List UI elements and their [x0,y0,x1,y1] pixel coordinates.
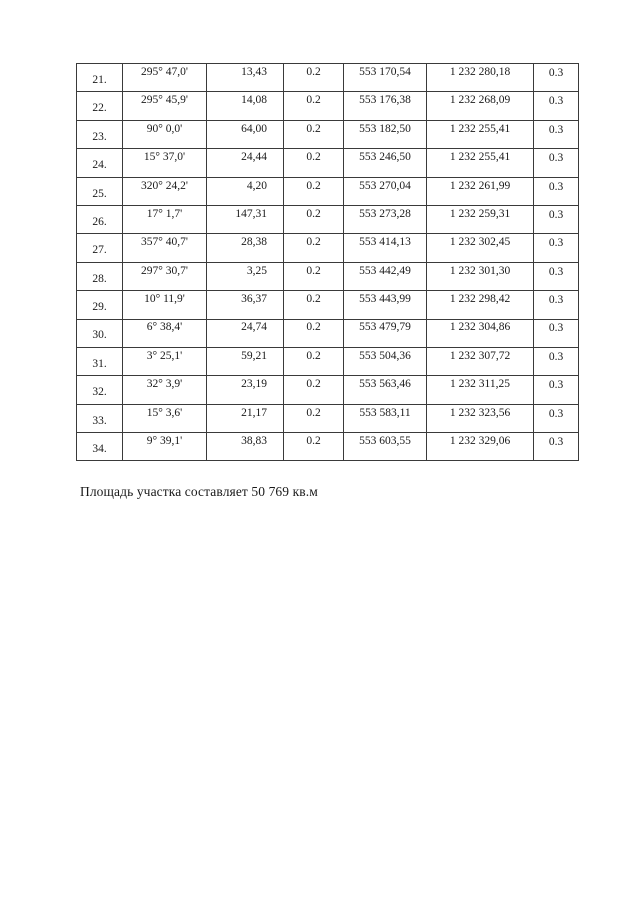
point-number-cell: 22. [77,92,123,120]
error-cell: 0.2 [284,120,344,148]
error-cell: 0.2 [284,177,344,205]
error-cell: 0.2 [284,262,344,290]
y-coordinate-cell: 1 232 323,56 [427,404,534,432]
direction-angle-cell: 90° 0,0' [123,120,207,148]
point-number-cell: 26. [77,205,123,233]
x-coordinate-cell: 553 170,54 [344,64,427,92]
point-number-cell: 31. [77,347,123,375]
direction-angle-cell: 3° 25,1' [123,347,207,375]
direction-angle-cell: 15° 3,6' [123,404,207,432]
direction-angle-cell: 9° 39,1' [123,433,207,461]
segment-length-cell: 23,19 [207,376,284,404]
point-number-cell: 29. [77,291,123,319]
error-cell: 0.2 [284,347,344,375]
direction-angle-cell: 10° 11,9' [123,291,207,319]
point-accuracy-cell: 0.3 [534,262,579,290]
segment-length-cell: 38,83 [207,433,284,461]
table-row [77,205,579,233]
y-coordinate-cell: 1 232 261,99 [427,177,534,205]
point-accuracy-cell: 0.3 [534,92,579,120]
point-accuracy-cell: 0.3 [534,205,579,233]
direction-angle-cell: 15° 37,0' [123,149,207,177]
y-coordinate-cell: 1 232 255,41 [427,149,534,177]
point-accuracy-cell: 0.3 [534,177,579,205]
table-row [77,433,579,461]
point-accuracy-cell: 0.3 [534,319,579,347]
segment-length-cell: 4,20 [207,177,284,205]
x-coordinate-cell: 553 504,36 [344,347,427,375]
x-coordinate-cell: 553 273,28 [344,205,427,233]
segment-length-cell: 3,25 [207,262,284,290]
error-cell: 0.2 [284,64,344,92]
y-coordinate-cell: 1 232 259,31 [427,205,534,233]
error-cell: 0.2 [284,404,344,432]
x-coordinate-cell: 553 583,11 [344,404,427,432]
error-cell: 0.2 [284,234,344,262]
table-row [77,404,579,432]
x-coordinate-cell: 553 176,38 [344,92,427,120]
point-accuracy-cell: 0.3 [534,347,579,375]
point-number-cell: 33. [77,404,123,432]
segment-length-cell: 24,44 [207,149,284,177]
point-accuracy-cell: 0.3 [534,120,579,148]
table-row [77,120,579,148]
x-coordinate-cell: 553 479,79 [344,319,427,347]
table-row [77,92,579,120]
error-cell: 0.2 [284,319,344,347]
direction-angle-cell: 295° 45,9' [123,92,207,120]
segment-length-cell: 59,21 [207,347,284,375]
table-row [77,64,579,92]
table-row [77,177,579,205]
error-cell: 0.2 [284,291,344,319]
point-number-cell: 24. [77,149,123,177]
direction-angle-cell: 357° 40,7' [123,234,207,262]
segment-length-cell: 28,38 [207,234,284,262]
x-coordinate-cell: 553 182,50 [344,120,427,148]
point-number-cell: 21. [77,64,123,92]
point-number-cell: 28. [77,262,123,290]
coordinates-table-body [77,64,579,461]
segment-length-cell: 14,08 [207,92,284,120]
point-accuracy-cell: 0.3 [534,433,579,461]
point-number-cell: 23. [77,120,123,148]
direction-angle-cell: 32° 3,9' [123,376,207,404]
area-summary-text: Площадь участка составляет 50 769 кв.м [80,484,318,499]
direction-angle-cell: 17° 1,7' [123,205,207,233]
table-row [77,376,579,404]
y-coordinate-cell: 1 232 268,09 [427,92,534,120]
y-coordinate-cell: 1 232 311,25 [427,376,534,404]
x-coordinate-cell: 553 246,50 [344,149,427,177]
y-coordinate-cell: 1 232 255,41 [427,120,534,148]
y-coordinate-cell: 1 232 329,06 [427,433,534,461]
x-coordinate-cell: 553 603,55 [344,433,427,461]
direction-angle-cell: 297° 30,7' [123,262,207,290]
y-coordinate-cell: 1 232 307,72 [427,347,534,375]
error-cell: 0.2 [284,205,344,233]
y-coordinate-cell: 1 232 302,45 [427,234,534,262]
point-number-cell: 32. [77,376,123,404]
point-number-cell: 25. [77,177,123,205]
x-coordinate-cell: 553 442,49 [344,262,427,290]
table-row [77,291,579,319]
direction-angle-cell: 6° 38,4' [123,319,207,347]
x-coordinate-cell: 553 270,04 [344,177,427,205]
direction-angle-cell: 295° 47,0' [123,64,207,92]
point-accuracy-cell: 0.3 [534,376,579,404]
table-row [77,319,579,347]
point-number-cell: 30. [77,319,123,347]
table-row [77,149,579,177]
segment-length-cell: 64,00 [207,120,284,148]
table-row [77,262,579,290]
point-accuracy-cell: 0.3 [534,234,579,262]
point-accuracy-cell: 0.3 [534,291,579,319]
point-accuracy-cell: 0.3 [534,64,579,92]
x-coordinate-cell: 553 563,46 [344,376,427,404]
y-coordinate-cell: 1 232 298,42 [427,291,534,319]
point-number-cell: 27. [77,234,123,262]
segment-length-cell: 13,43 [207,64,284,92]
table-row [77,347,579,375]
segment-length-cell: 24,74 [207,319,284,347]
error-cell: 0.2 [284,376,344,404]
y-coordinate-cell: 1 232 280,18 [427,64,534,92]
point-accuracy-cell: 0.3 [534,149,579,177]
segment-length-cell: 147,31 [207,205,284,233]
x-coordinate-cell: 553 414,13 [344,234,427,262]
x-coordinate-cell: 553 443,99 [344,291,427,319]
y-coordinate-cell: 1 232 304,86 [427,319,534,347]
direction-angle-cell: 320° 24,2' [123,177,207,205]
segment-length-cell: 36,37 [207,291,284,319]
error-cell: 0.2 [284,149,344,177]
error-cell: 0.2 [284,92,344,120]
point-number-cell: 34. [77,433,123,461]
y-coordinate-cell: 1 232 301,30 [427,262,534,290]
error-cell: 0.2 [284,433,344,461]
segment-length-cell: 21,17 [207,404,284,432]
table-row [77,234,579,262]
coordinates-table [76,63,579,461]
point-accuracy-cell: 0.3 [534,404,579,432]
